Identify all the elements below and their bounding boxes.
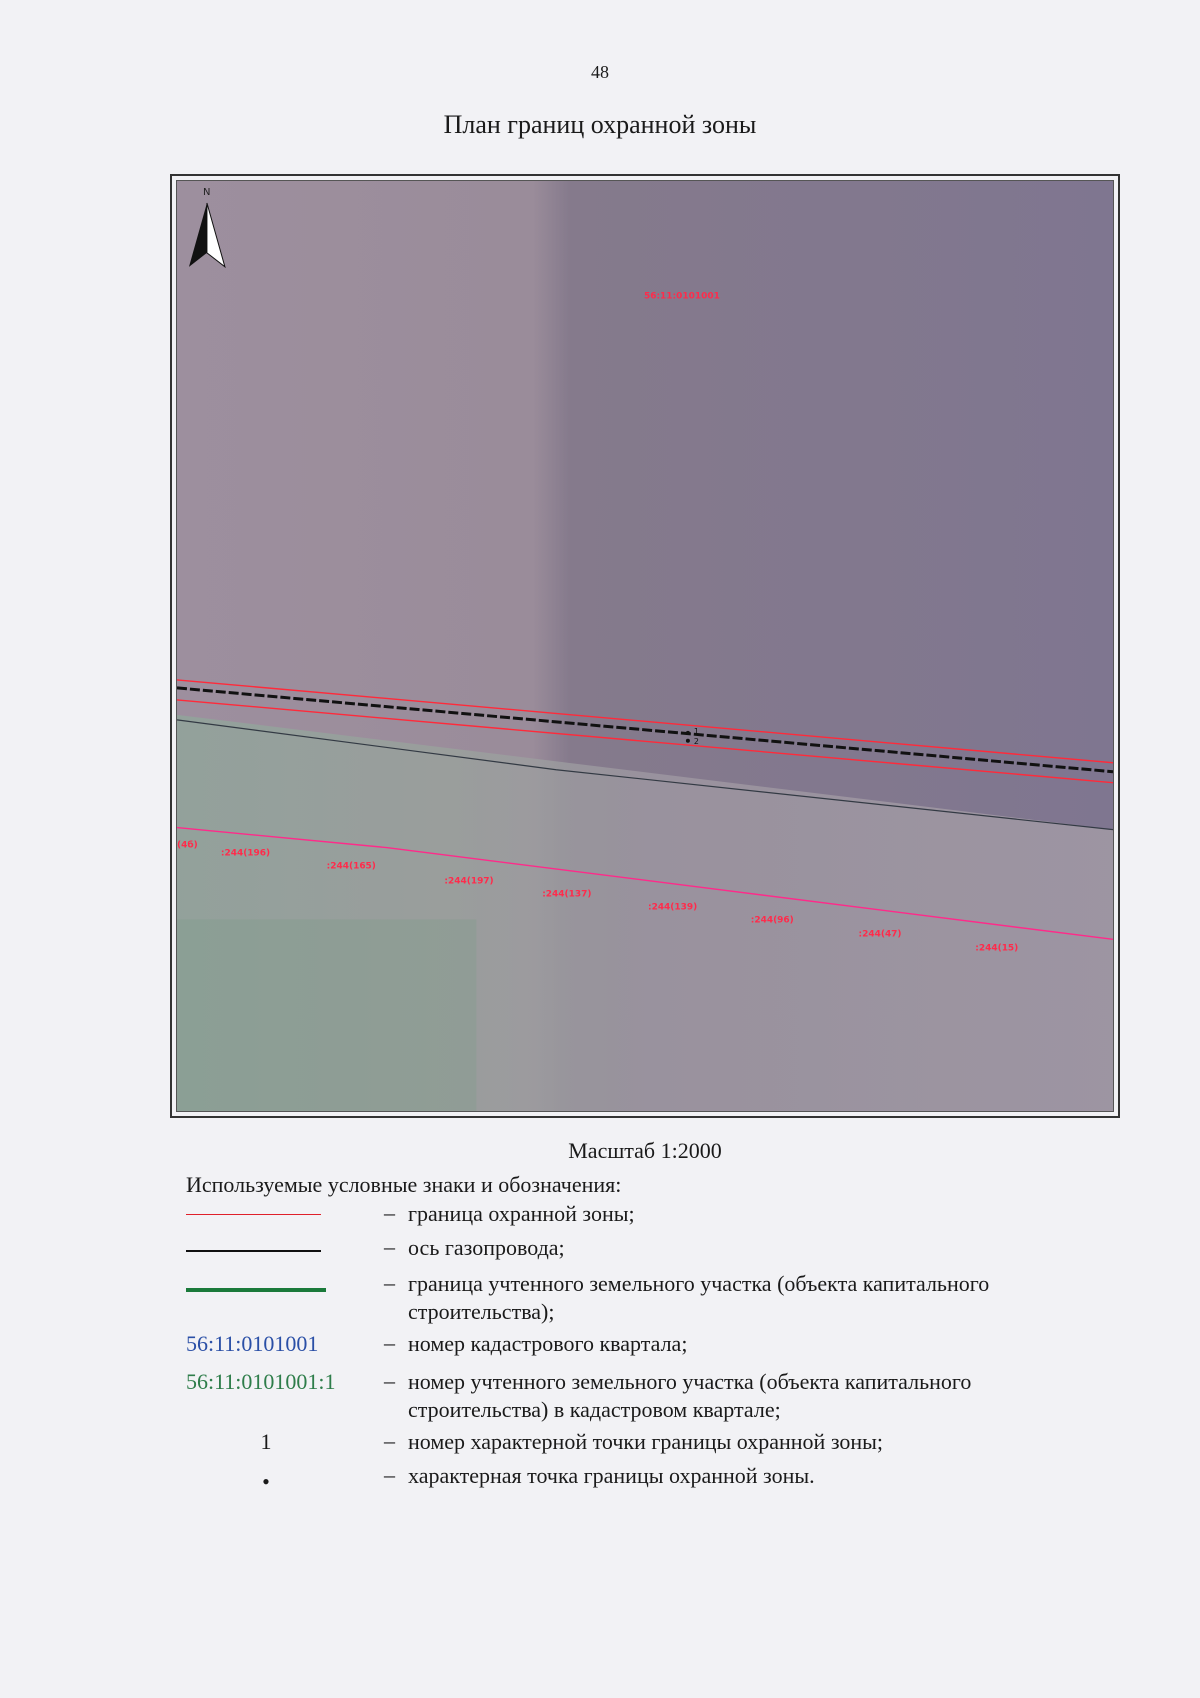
legend-item-point-number [186,1428,1086,1458]
legend-description: номер учтенного земельного участка (объекта капитального строительства) в кадастровом квартале; [408,1369,972,1422]
legend-description: номер характерной точки границы охранной зоны; [408,1429,884,1454]
legend-item-point [186,1462,1086,1492]
legend-point-sample: • [262,1469,270,1494]
legend-item-gas-axis [186,1234,1086,1264]
parcel-label: :244(47) [858,929,902,940]
legend-description: номер кадастрового квартала; [408,1331,688,1356]
legend-symbol [186,1234,384,1264]
north-label: N [202,186,211,198]
map-frame [170,174,1120,1118]
legend-symbol [186,1428,384,1458]
parcel-label: :244(197) [444,876,494,887]
green-field [177,919,476,1111]
legend-dash: – [384,1330,395,1355]
legend-dash: – [384,1200,395,1225]
legend-line-red [186,1214,321,1215]
legend-description: граница учтенного земельного участка (объекта капитального строительства); [408,1271,990,1324]
legend-parcel-sample: 56:11:0101001:1 [186,1369,336,1394]
legend-point-number-sample: 1 [260,1429,272,1454]
north-arrow-icon [189,187,225,267]
legend-symbol [186,1200,384,1230]
legend-item-parcel-boundary [186,1270,1086,1326]
legend-symbol [186,1330,384,1360]
legend-description: ось газопровода; [408,1235,565,1260]
legend-description: характерная точка границы охранной зоны. [408,1463,815,1488]
parcel-label: :244(96) [750,915,794,926]
parcel-label: :244(15) [975,943,1019,954]
legend-item-quarter-number [186,1330,1086,1360]
point-label: 1 [693,726,699,736]
legend-item-parcel-number [186,1368,1086,1424]
parcel-label: :244(196) [220,848,271,859]
page-number: 48 [591,62,609,82]
quarter-label: 56:11:0101001 [644,291,720,302]
map-scale: Масштаб 1:2000 [568,1138,722,1163]
legend-dash: – [384,1428,395,1453]
legend-line-green [186,1288,326,1292]
parcel-label: :244(137) [542,889,592,900]
point-label: 2 [693,736,699,746]
legend-symbol [186,1462,384,1492]
parcel-label: (4б) [177,840,198,851]
page-title: План границ охранной зоны [443,110,757,139]
legend-item-zone-boundary [186,1200,1086,1230]
legend-dash: – [384,1270,395,1295]
legend-heading: Используемые условные знаки и обозначения: [186,1172,622,1197]
map-overlay [177,181,1113,1111]
legend-dash: – [384,1462,395,1487]
legend-symbol [186,1270,384,1300]
legend-quarter-sample: 56:11:0101001 [186,1331,319,1356]
legend-dash: – [384,1368,395,1393]
point-1 [686,731,690,735]
point-2 [686,739,690,743]
legend-line-black [186,1250,321,1252]
legend-description: граница охранной зоны; [408,1201,635,1226]
parcel-label: :244(165) [326,861,376,872]
parcel-label: :244(139) [647,902,698,913]
map-image [176,180,1114,1112]
legend-dash: – [384,1234,395,1259]
legend [186,1200,1086,1496]
legend-symbol [186,1368,384,1398]
